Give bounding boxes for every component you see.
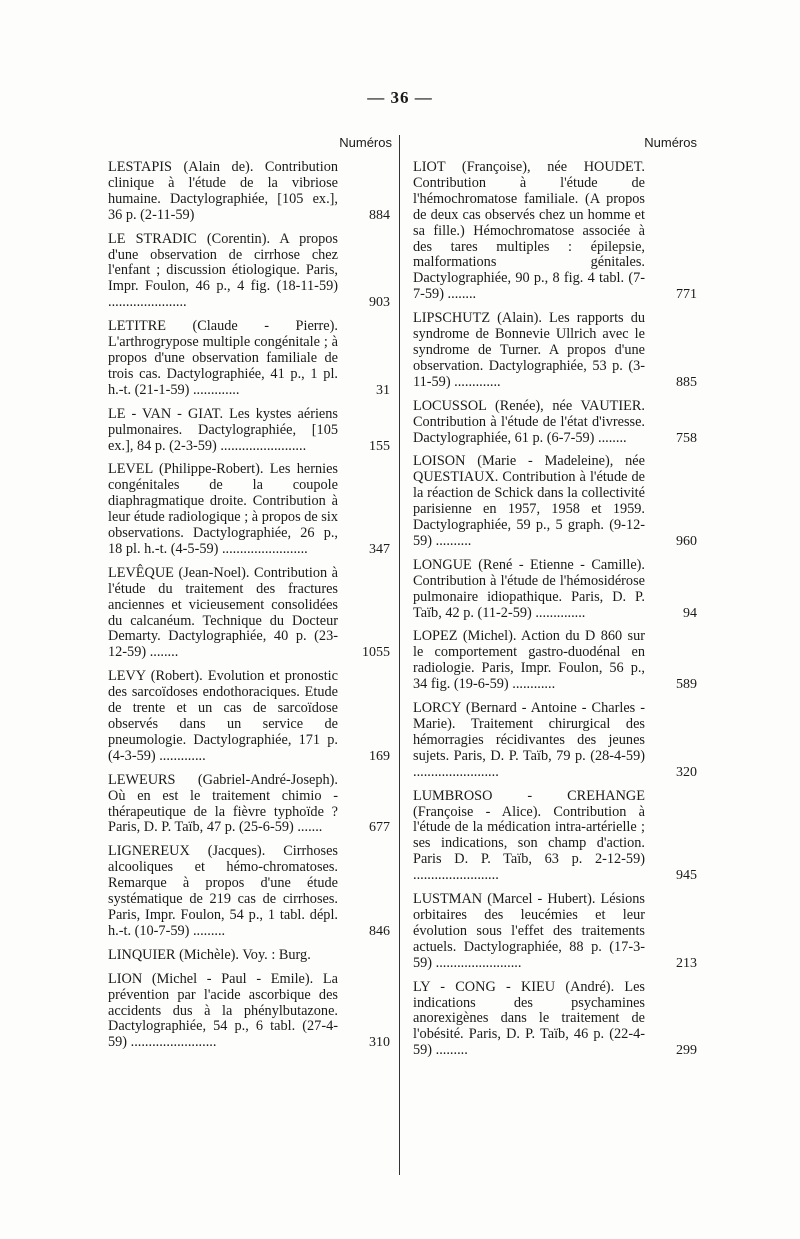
entry-text: LETITRE (Claude - Pierre). L'arthrogrypose multiple congénitale ; à propos d'une observation familiale de trois cas. Dactylographiée, 41 p., 1 pl. h.-t. (21-1-59) ............. xyxy=(108,318,338,398)
index-entry xyxy=(413,454,697,549)
entry-number: 960 xyxy=(676,533,697,549)
index-entry xyxy=(108,232,390,312)
column-divider xyxy=(399,135,400,1175)
index-entry xyxy=(108,669,390,764)
column-header: Numéros xyxy=(339,135,392,150)
index-entry xyxy=(108,319,390,399)
column-header: Numéros xyxy=(644,135,697,150)
entry-text: LESTAPIS (Alain de). Contribution clinique à l'étude de la vibriose humaine. Dactylographiée, [105 ex.], 36 p. (2-11-59) xyxy=(108,159,338,223)
index-entry xyxy=(108,844,390,939)
page-number: — 36 — xyxy=(367,88,433,107)
entry-text: LEVÊQUE (Jean-Noel). Contribution à l'étude du traitement des fractures anciennes et vicieusement consolidées du calcanéum. Technique du Docteur Demarty. Dactylographiée, 40 p. (23-12-59) ........ xyxy=(108,564,338,661)
entry-text: LOCUSSOL (Renée), née VAUTIER. Contribution à l'étude de l'état d'ivresse. Dactylographiée, 61 p. (6-7-59) ........ xyxy=(413,397,645,446)
index-entry xyxy=(413,399,697,447)
entry-text: LIPSCHUTZ (Alain). Les rapports du syndrome de Bonnevie Ullrich avec le syndrome de Turner. A propos d'une observation. Dactylographiée, 53 p. (3-11-59) ............. xyxy=(413,310,645,390)
entry-number: 299 xyxy=(676,1043,697,1059)
entry-text: LEWEURS (Gabriel-André-Joseph). Où en est le traitement chimio - thérapeutique de la fièvre typhoïde ? Paris, D. P. Taïb, 47 p. (25-6-59) ....... xyxy=(108,771,338,836)
index-entry xyxy=(108,948,390,964)
entry-number: 589 xyxy=(676,677,697,693)
entry-text: LIGNEREUX (Jacques). Cirrhoses alcooliques et hémo-chromatoses. Remarque à propos d'une étude systématique de 219 cas de cirrhoses. Paris, Impr. Foulon, 54 p., 1 tabl. dépl. h.-t. (10-7-59) ......... xyxy=(108,843,338,939)
entry-number: 169 xyxy=(369,748,390,764)
entry-number: 758 xyxy=(676,430,697,446)
index-entry xyxy=(413,558,697,622)
entry-number: 347 xyxy=(369,541,390,557)
entry-number: 884 xyxy=(369,207,390,223)
index-entry xyxy=(413,980,697,1060)
index-entry xyxy=(108,773,390,837)
entry-number: 94 xyxy=(683,605,697,621)
right-column xyxy=(413,135,697,1067)
entry-number: 885 xyxy=(676,374,697,390)
index-entry xyxy=(413,311,697,391)
index-entry xyxy=(413,892,697,972)
entry-text: LORCY (Bernard - Antoine - Charles - Marie). Traitement chirurgical des hémorragies récidivantes des jeunes sujets. Paris, D. P. Taïb, 79 p. (28-4-59) ........................ xyxy=(413,700,645,780)
entry-number: 320 xyxy=(676,764,697,780)
entry-text: LUMBROSO - CREHANGE (Françoise - Alice). Contribution à l'étude de la médication intra-artérielle ; ses indications, son champ d'action. Paris D. P. Taïb, 63 p. 2-12-59) ........................ xyxy=(413,787,645,884)
entry-text: LE STRADIC (Corentin). A propos d'une observation de cirrhose chez l'enfant ; discussion étiologique. Paris, Impr. Foulon, 46 p., 4 fig. (18-11-59) ...................... xyxy=(108,230,338,311)
index-entry xyxy=(413,701,697,781)
entry-number: 1055 xyxy=(362,645,390,661)
entry-text: LION (Michel - Paul - Emile). La prévention par l'acide ascorbique des accidents dus à la phénylbutazone. Dactylographiée, 54 p., 6 tabl. (27-4-59) ........................ xyxy=(108,970,338,1051)
entry-text: LIOT (Françoise), née HOUDET. Contribution à l'étude de l'hémochromatose familiale. (A propos de deux cas observés chez un homme et sa fille.) Hémochromatose associée à des tares multiples : épilepsie, malformations génitales. Dactylographiée, 90 p., 8 fig. 4 tabl. (7-7-59) ........ xyxy=(413,159,645,303)
entry-text: LE - VAN - GIAT. Les kystes aériens pulmonaires. Dactylographiée, [105 ex.], 84 p. (2-3-59) ........................ xyxy=(108,405,338,454)
index-entry xyxy=(108,462,390,557)
entry-number: 677 xyxy=(369,820,390,836)
entry-number: 31 xyxy=(376,382,390,398)
entry-number: 213 xyxy=(676,955,697,971)
index-entry xyxy=(108,160,390,224)
entry-text: LOPEZ (Michel). Action du D 860 sur le comportement gastro-duodénal en radiologie. Paris, Impr. Foulon, 56 p., 34 fig. (19-6-59) ............ xyxy=(413,628,645,693)
entry-text: LY - CONG - KIEU (André). Les indications des psychamines anorexigènes dans le traitement de l'obésité. Paris, D. P. Taïb, 46 p. (22-4-59) ......... xyxy=(413,978,645,1059)
entry-number: 903 xyxy=(369,295,390,311)
index-entry xyxy=(108,972,390,1052)
index-entry xyxy=(413,789,697,884)
left-column xyxy=(108,135,390,1059)
index-entry xyxy=(108,566,390,661)
index-entry xyxy=(108,407,390,455)
entry-text: LOISON (Marie - Madeleine), née QUESTIAUX. Contribution à l'étude de la réaction de Schick dans la collectivité parisienne en 1957, 1958 et 1959. Dactylographiée, 59 p., 5 graph. (9-12-59) .......... xyxy=(413,453,645,549)
entry-number: 310 xyxy=(369,1035,390,1051)
index-entry xyxy=(413,160,697,303)
entry-text: LONGUE (René - Etienne - Camille). Contribution à l'étude de l'hémosidérose pulmonaire idiopathique. Paris, D. P. Taïb, 42 p. (11-2-59) .............. xyxy=(413,556,645,621)
entry-number: 945 xyxy=(676,868,697,884)
entry-number: 771 xyxy=(676,287,697,303)
entry-number: 846 xyxy=(369,923,390,939)
entry-text: LINQUIER (Michèle). Voy. : Burg. xyxy=(108,946,311,963)
entry-text: LUSTMAN (Marcel - Hubert). Lésions orbitaires des leucémies et leur évolution sous l'effet des traitements actuels. Dactylographiée, 88 p. (17-3-59) ........................ xyxy=(413,891,645,971)
entry-number: 155 xyxy=(369,438,390,454)
index-entry xyxy=(413,629,697,693)
entry-text: LEVY (Robert). Evolution et pronostic des sarcoïdoses endothoraciques. Etude de trente et un cas de sarcoïdose observés dans un service de pneumologie. Dactylographiée, 171 p. (4-3-59) ............. xyxy=(108,668,338,764)
entry-text: LEVEL (Philippe-Robert). Les hernies congénitales de la coupole diaphragmatique droite. Contribution à leur étude radiologique ; à propos de six observations. Dactylographiée, 26 p., 18 pl. h.-t. (4-5-59) ........................ xyxy=(108,461,338,557)
